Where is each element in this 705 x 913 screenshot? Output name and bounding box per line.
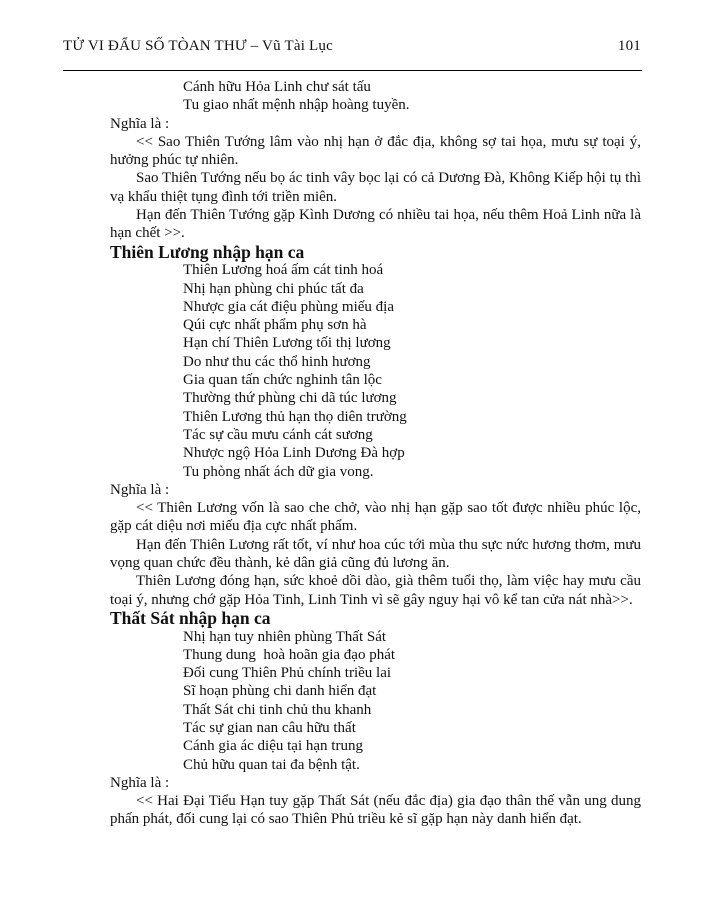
verse-line: Nhị hạn tuy nhiên phùng Thất Sát (183, 628, 387, 645)
verse-line: Do như thu các thổ hinh hương (183, 353, 371, 370)
meaning-label: Nghĩa là : (110, 115, 170, 132)
verse-line: Thất Sát chi tinh chủ thu khanh (183, 701, 372, 718)
verse-line: Nhược gia cát điệu phùng miếu địa (183, 298, 395, 315)
body-paragraph: << Hai Đại Tiểu Hạn tuy gặp Thất Sát (nếu đắc địa) gia đạo thân thế vẫn ung dung phấn phát, đối cung lại có sao Thiên Phủ triều kẻ sĩ gặp hạn này danh hiển đạt. (110, 793, 641, 828)
verse-line: Thiên Lương hoá ấm cát tinh hoá (183, 262, 384, 279)
meaning-label: Nghĩa là : (110, 481, 170, 498)
body-paragraph: << Thiên Lương vốn là sao che chở, vào nhị hạn gặp sao tốt được nhiều phúc lộc, gặp cát diệu nơi miếu địa cực nhất phẩm. (110, 500, 641, 535)
body-paragraph: Sao Thiên Tướng nếu bọ ác tinh vây bọc lại có cả Dương Đà, Không Kiếp hội tụ thì vạ khẩu thiệt tụng đình tới triền miên. (110, 170, 641, 205)
verse-line: Nhược ngộ Hỏa Linh Dương Đà hợp (183, 445, 405, 462)
verse-line: Thường thứ phùng chi dã túc lương (183, 390, 397, 407)
verse-line: Tác sự cầu mưu cánh cát sương (183, 426, 373, 443)
verse-line: Cánh hữu Hỏa Linh chư sát tấu (183, 79, 371, 95)
verse-line: Đối cung Thiên Phủ chính triều lai (183, 665, 392, 682)
verse-line: Gia quan tấn chức nghinh tân lộc (183, 372, 382, 389)
verse-line: Chủ hữu quan tai đa bệnh tật. (183, 756, 360, 773)
verse-line: Cánh gia ác diệu tại hạn trung (183, 738, 363, 755)
header-divider (63, 70, 642, 71)
book-title: TỬ VI ĐẨU SỐ TÒAN THƯ – Vũ Tài Lục (63, 38, 333, 54)
body-paragraph: << Sao Thiên Tướng lâm vào nhị hạn ở đắc địa, không sợ tai họa, mưu sự toại ý, hưởng phúc tự nhiên. (110, 133, 641, 169)
body-paragraph: Thiên Lương đóng hạn, sức khoẻ dồi dào, già thêm tuổi thọ, làm việc hay mưu cầu toại ý, nhưng chớ gặp Hỏa Tinh, Linh Tinh vì sẽ gây nguy hại vô kể tan cửa nát nhà>>. (110, 573, 641, 608)
verse-line: Qúi cực nhất phẩm phụ sơn hà (183, 317, 367, 334)
body-paragraph: Hạn đến Thiên Tướng gặp Kình Dương có nhiều tai họa, nếu thêm Hoả Linh nữa là hạn chết >>. (110, 207, 641, 242)
meaning-label: Nghĩa là : (110, 774, 170, 791)
verse-line: Nhị hạn phùng chi phúc tất đa (183, 280, 364, 297)
page-body (110, 78, 641, 829)
section-heading: Thiên Lương nhập hạn ca (110, 241, 305, 262)
verse-line: Sĩ hoạn phùng chi danh hiển đạt (183, 683, 377, 700)
verse-line: Thiên Lương thủ hạn thọ diên trường (183, 408, 407, 425)
verse-line: Tác sự gian nan câu hữu thất (183, 719, 356, 736)
section-heading: Thất Sát nhập hạn ca (110, 607, 271, 628)
verse-line: Tu phòng nhất ách dữ gia vong. (183, 463, 374, 480)
verse-line: Tu giao nhất mệnh nhập hoàng tuyền. (183, 97, 410, 114)
verse-line: Thung dung hoà hoãn gia đạo phát (183, 646, 396, 663)
page-header (63, 38, 641, 55)
body-paragraph: Hạn đến Thiên Lương rất tốt, ví như hoa cúc tới mùa thu sực nức hương thơm, mưu vọng quan chức đều thành, kẻ dân giả cũng đủ lương ăn. (110, 536, 641, 572)
verse-line: Hạn chí Thiên Lương tối thị lương (183, 335, 391, 352)
page-number: 101 (617, 38, 641, 54)
